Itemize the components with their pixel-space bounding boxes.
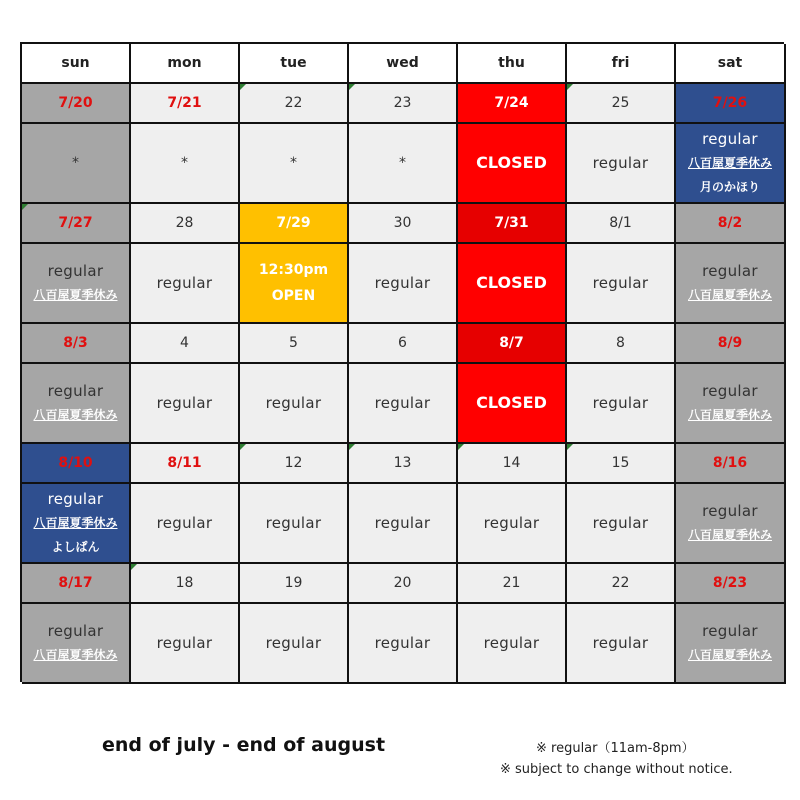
date-cell-fri: 22 <box>567 564 676 604</box>
open-time-label: 12:30pm <box>258 262 329 278</box>
date-cell-tue: 5 <box>240 324 349 364</box>
date-cell-wed: 6 <box>349 324 458 364</box>
date-cell-fri: 25 <box>567 84 676 124</box>
status-cell-tue <box>240 364 349 444</box>
regular-label: regular <box>483 634 540 652</box>
status-cell-thu <box>458 124 567 204</box>
vegetable-shop-holiday-note: 八百屋夏季休み <box>33 408 118 422</box>
status-cell-wed <box>349 364 458 444</box>
status-cell-wed <box>349 244 458 324</box>
vegetable-shop-holiday-note: 八百屋夏季休み <box>687 156 772 170</box>
date-cell-sat: 7/26 <box>676 84 786 124</box>
date-cell-fri: 8/1 <box>567 204 676 244</box>
closed-label: CLOSED <box>476 153 547 172</box>
status-cell-mon <box>131 604 240 684</box>
calendar-grid <box>20 42 784 682</box>
day-header-sat: sat <box>676 44 786 84</box>
date-cell-wed: 23 <box>349 84 458 124</box>
vegetable-shop-holiday-note: 八百屋夏季休み <box>687 408 772 422</box>
status-cell-tue <box>240 604 349 684</box>
placeholder-mark: * <box>399 155 406 171</box>
vegetable-shop-holiday-note: 八百屋夏季休み <box>687 288 772 302</box>
day-header-sun: sun <box>22 44 131 84</box>
regular-label: regular <box>156 274 213 292</box>
date-cell-mon: 4 <box>131 324 240 364</box>
status-cell-tue <box>240 484 349 564</box>
date-cell-wed: 30 <box>349 204 458 244</box>
date-cell-sat: 8/9 <box>676 324 786 364</box>
date-cell-sun: 8/10 <box>22 444 131 484</box>
date-cell-sat: 8/23 <box>676 564 786 604</box>
placeholder-mark: * <box>72 155 79 171</box>
regular-label: regular <box>47 490 104 508</box>
status-cell-mon <box>131 244 240 324</box>
regular-label: regular <box>702 382 758 400</box>
regular-label: regular <box>156 514 213 532</box>
date-cell-thu: 21 <box>458 564 567 604</box>
vegetable-shop-holiday-note: 八百屋夏季休み <box>687 528 772 542</box>
regular-label: regular <box>592 634 649 652</box>
placeholder-mark: * <box>290 155 297 171</box>
regular-label: regular <box>374 514 431 532</box>
status-cell-sun <box>22 244 131 324</box>
status-cell-mon <box>131 484 240 564</box>
regular-label: regular <box>47 382 104 400</box>
date-cell-tue: 22 <box>240 84 349 124</box>
vendor-name: 月のかほり <box>699 180 760 194</box>
regular-label: regular <box>156 394 213 412</box>
date-cell-mon: 18 <box>131 564 240 604</box>
status-cell-sun <box>22 604 131 684</box>
open-time-label: OPEN <box>271 288 316 304</box>
regular-label: regular <box>592 154 649 172</box>
date-cell-mon: 28 <box>131 204 240 244</box>
date-cell-thu: 7/24 <box>458 84 567 124</box>
regular-label: regular <box>483 514 540 532</box>
date-cell-tue: 7/29 <box>240 204 349 244</box>
day-header-mon: mon <box>131 44 240 84</box>
status-cell-thu <box>458 484 567 564</box>
regular-label: regular <box>702 262 758 280</box>
vegetable-shop-holiday-note: 八百屋夏季休み <box>33 288 118 302</box>
regular-label: regular <box>47 262 104 280</box>
calendar-period-title: end of july - end of august <box>102 734 386 756</box>
date-cell-tue: 19 <box>240 564 349 604</box>
regular-label: regular <box>702 130 758 148</box>
status-cell-fri <box>567 244 676 324</box>
date-cell-wed: 13 <box>349 444 458 484</box>
date-cell-thu: 14 <box>458 444 567 484</box>
regular-label: regular <box>156 634 213 652</box>
date-cell-fri: 8 <box>567 324 676 364</box>
status-cell-thu <box>458 244 567 324</box>
status-cell-tue <box>240 124 349 204</box>
regular-hours-note: ※ regular（11am-8pm） <box>536 741 695 756</box>
regular-label: regular <box>47 622 104 640</box>
status-cell-wed <box>349 604 458 684</box>
regular-label: regular <box>592 394 649 412</box>
status-cell-sat <box>676 604 786 684</box>
status-cell-sun <box>22 124 131 204</box>
status-cell-thu <box>458 604 567 684</box>
date-cell-thu: 8/7 <box>458 324 567 364</box>
date-cell-thu: 7/31 <box>458 204 567 244</box>
date-cell-wed: 20 <box>349 564 458 604</box>
regular-label: regular <box>592 514 649 532</box>
vegetable-shop-holiday-note: 八百屋夏季休み <box>33 648 118 662</box>
status-cell-sat <box>676 364 786 444</box>
regular-label: regular <box>265 394 322 412</box>
regular-label: regular <box>374 394 431 412</box>
date-cell-sat: 8/2 <box>676 204 786 244</box>
status-cell-mon <box>131 124 240 204</box>
status-cell-fri <box>567 124 676 204</box>
regular-label: regular <box>374 274 431 292</box>
status-cell-tue <box>240 244 349 324</box>
status-cell-sun <box>22 484 131 564</box>
regular-label: regular <box>265 514 322 532</box>
closed-label: CLOSED <box>476 273 547 292</box>
day-header-tue: tue <box>240 44 349 84</box>
vegetable-shop-holiday-note: 八百屋夏季休み <box>33 516 118 530</box>
regular-label: regular <box>702 622 758 640</box>
status-cell-sat <box>676 244 786 324</box>
day-header-wed: wed <box>349 44 458 84</box>
status-cell-mon <box>131 364 240 444</box>
closed-label: CLOSED <box>476 393 547 412</box>
status-cell-wed <box>349 484 458 564</box>
status-cell-sat <box>676 124 786 204</box>
regular-label: regular <box>702 502 758 520</box>
date-cell-tue: 12 <box>240 444 349 484</box>
vendor-name: よしぱん <box>51 540 100 554</box>
status-cell-sun <box>22 364 131 444</box>
status-cell-sat <box>676 484 786 564</box>
date-cell-sun: 8/17 <box>22 564 131 604</box>
status-cell-thu <box>458 364 567 444</box>
regular-label: regular <box>374 634 431 652</box>
date-cell-sat: 8/16 <box>676 444 786 484</box>
date-cell-sun: 8/3 <box>22 324 131 364</box>
date-cell-sun: 7/20 <box>22 84 131 124</box>
date-cell-mon: 7/21 <box>131 84 240 124</box>
status-cell-fri <box>567 484 676 564</box>
regular-label: regular <box>265 634 322 652</box>
status-cell-wed <box>349 124 458 204</box>
date-cell-fri: 15 <box>567 444 676 484</box>
placeholder-mark: * <box>181 155 188 171</box>
regular-label: regular <box>592 274 649 292</box>
date-cell-mon: 8/11 <box>131 444 240 484</box>
change-notice: ※ subject to change without notice. <box>500 762 733 777</box>
day-header-fri: fri <box>567 44 676 84</box>
status-cell-fri <box>567 364 676 444</box>
status-cell-fri <box>567 604 676 684</box>
vegetable-shop-holiday-note: 八百屋夏季休み <box>687 648 772 662</box>
day-header-thu: thu <box>458 44 567 84</box>
date-cell-sun: 7/27 <box>22 204 131 244</box>
